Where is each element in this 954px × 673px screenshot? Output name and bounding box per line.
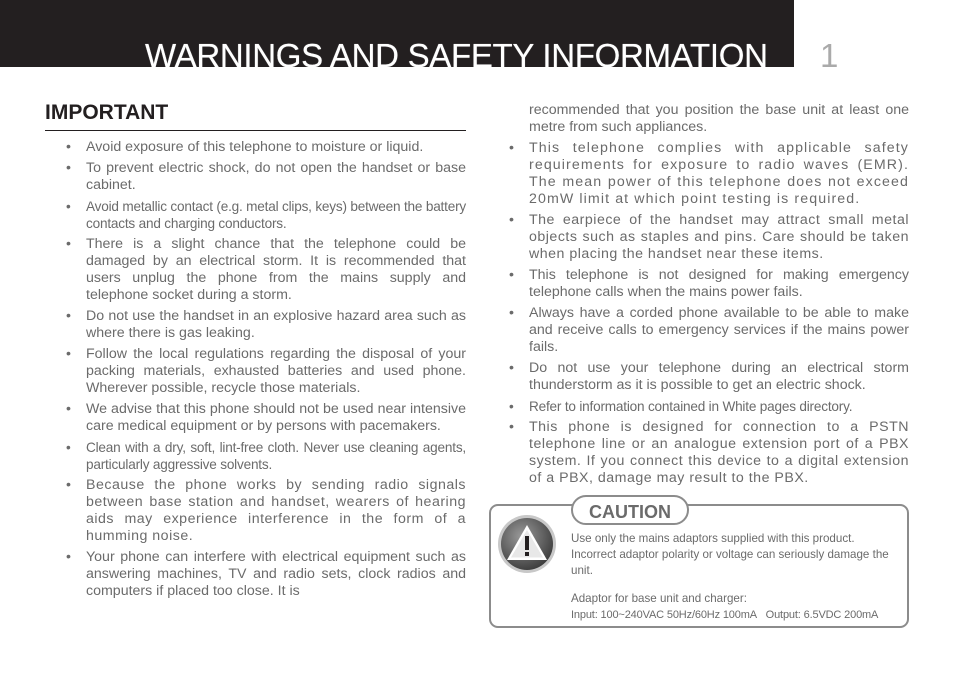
list-item: • Clean with a dry, soft, lint-free cloth. Never use cleaning agents, particularly aggressive solvents. xyxy=(66,439,466,473)
list-item: • The earpiece of the handset may attract small metal objects such as staples and pins. Care should be taken when placing the handset near these items. xyxy=(509,212,909,263)
right-column-list xyxy=(509,102,909,491)
list-item: • This telephone is not designed for making emergency telephone calls when the mains power fails. xyxy=(509,267,909,301)
caution-warning-text: Use only the mains adaptors supplied with this product. Incorrect adaptor polarity or voltage can seriously damage the unit. xyxy=(571,532,889,577)
list-item: • Do not use your telephone during an electrical storm thunderstorm as it is possible to get an electric shock. xyxy=(509,360,909,394)
caution-label: CAUTION xyxy=(571,495,689,525)
caution-text xyxy=(571,531,901,623)
adaptor-input: Input: 100~240VAC 50Hz/60Hz 100mA xyxy=(571,609,757,621)
list-item-continuation: recommended that you position the base unit at least one metre from such appliances. xyxy=(529,102,909,135)
list-item: • Your phone can interfere with electrical equipment such as answering machines, TV and radio sets, clock radios and computers if placed too close. It is xyxy=(66,549,466,600)
list-item: • This telephone complies with applicable safety requirements for exposure to radio waves (EMR). The mean power of this telephone does not exceed 20mW limit at which point testing is required. xyxy=(509,140,909,208)
list-item: • Refer to information contained in White pages directory. xyxy=(509,398,909,415)
list-item: • We advise that this phone should not be used near intensive care medical equipment or by persons with pacemakers. xyxy=(66,401,466,435)
list-item: • Because the phone works by sending radio signals between base station and handset, wearers of hearing aids may experience interference in the form of a humming noise. xyxy=(66,477,466,545)
left-column-list xyxy=(66,139,466,604)
list-item: • There is a slight chance that the telephone could be damaged by an electrical storm. It is recommended that users unplug the phone from the mains supply and telephone socket during a storm. xyxy=(66,236,466,304)
adaptor-output: Output: 6.5VDC 200mA xyxy=(765,609,879,621)
list-item: • Always have a corded phone available to be able to make and receive calls to emergency services if the mains power fails. xyxy=(509,305,909,356)
list-item: • This phone is designed for connection to a PSTN telephone line or an analogue extension port of a PBX system. If you connect this device to a digital extension of a PBX, damage may result to the PBX. xyxy=(509,419,909,487)
adaptor-label: Adaptor for base unit and charger: xyxy=(571,592,747,605)
list-item: • Do not use the handset in an explosive hazard area such as where there is gas leaking. xyxy=(66,308,466,342)
adaptor-specs xyxy=(571,607,901,623)
list-item: • Avoid exposure of this telephone to moisture or liquid. xyxy=(66,139,466,156)
warning-triangle-icon xyxy=(497,514,557,574)
list-item: • Avoid metallic contact (e.g. metal clips, keys) between the battery contacts and charging conductors. xyxy=(66,198,466,232)
page-number: 1 xyxy=(820,37,839,74)
section-heading: IMPORTANT xyxy=(45,100,466,131)
list-item: • Follow the local regulations regarding the disposal of your packing materials, exhausted batteries and used phone. Wherever possible, recycle those materials. xyxy=(66,346,466,397)
list-item: • To prevent electric shock, do not open the handset or base cabinet. xyxy=(66,160,466,194)
page-title: WARNINGS AND SAFETY INFORMATION xyxy=(145,37,768,74)
